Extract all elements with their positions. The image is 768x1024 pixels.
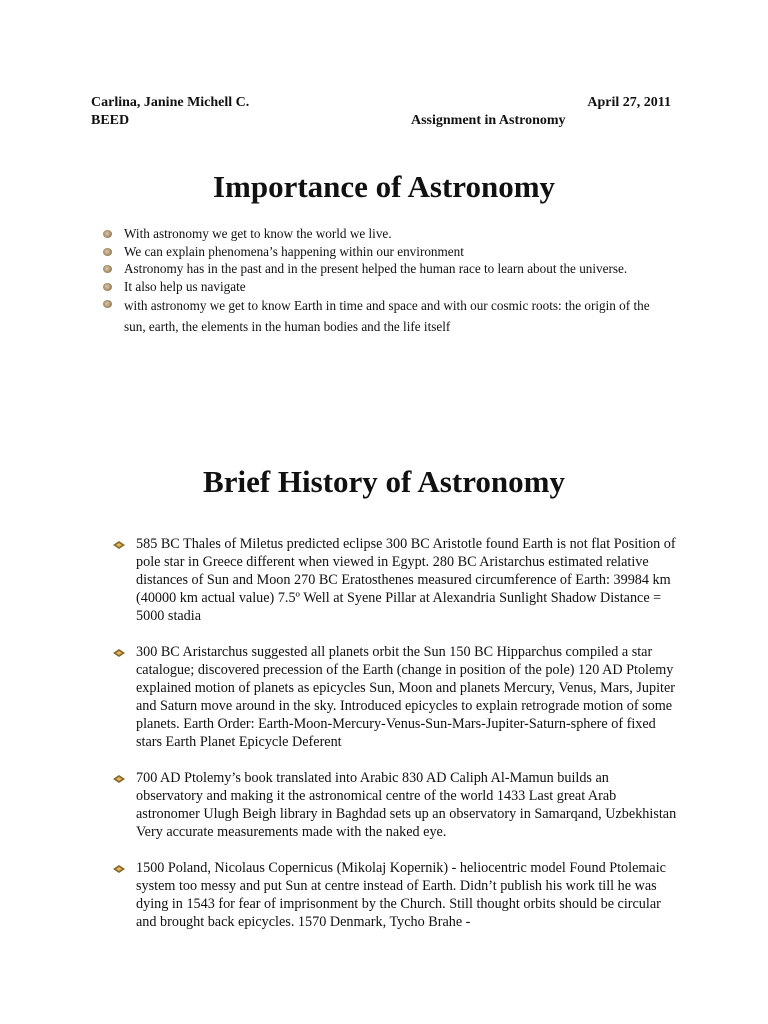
diamond-bullet-icon — [113, 865, 125, 873]
list-item — [100, 295, 660, 337]
diamond-bullet-icon — [113, 775, 125, 783]
bullet-icon — [103, 283, 112, 291]
bullet-icon — [103, 265, 112, 273]
assignment-title: Assignment in Astronomy — [411, 113, 566, 128]
list-item — [112, 769, 678, 841]
history-list — [112, 535, 678, 949]
list-item — [100, 260, 660, 278]
list-item-text: With astronomy we get to know the world we live. — [124, 226, 392, 241]
list-item — [112, 643, 678, 751]
list-item-text: 1500 Poland, Nicolaus Copernicus (Mikolaj Kopernik) - heliocentric model Found Ptolemaic system too messy and put Sun at centre instead of Earth. Didn’t publish his work till he was dying in 1543 for fear of imprisonment by the Church. Still thought orbits should be circular and brought back epicycles. 1570 Denmark, Tycho Brahe - — [136, 860, 666, 930]
student-name: Carlina, Janine Michell C. — [91, 95, 250, 110]
list-item-text: 300 BC Aristarchus suggested all planets orbit the Sun 150 BC Hipparchus compiled a star catalogue; discovered precession of the Earth (change in position of the pole) 120 AD Ptolemy explained motion of planets as epicycles Sun, Moon and planets Mercury, Venus, Mars, Jupiter and Saturn move around in the sky. Introduced epicycles to explain retrograde motion of some planets. Earth Order: Earth-Moon-Mercury-Venus-Sun-Mars-Jupiter-Saturn-sphere of fixed stars Earth Planet Epicycle Deferent — [136, 644, 676, 750]
list-item — [100, 243, 660, 261]
list-item-text: 585 BC Thales of Miletus predicted eclipse 300 BC Aristotle found Earth is not flat Position of pole star in Greece different when viewed in Egypt. 280 BC Aristarchus estimated relative distances of Sun and Moon 270 BC Eratosthenes measured circumference of Earth: 39984 km (40000 km actual value) 7.5º Well at Syene Pillar at Alexandria Sunlight Shadow Distance = 5000 stadia — [136, 536, 676, 624]
diamond-bullet-icon — [113, 541, 125, 549]
course-name: BEED — [91, 113, 130, 128]
list-item-text: with astronomy we get to know Earth in time and space and with our cosmic roots: the origin of the sun, earth, the elements in the human bodies and the life itself — [124, 298, 650, 334]
assignment-date: April 27, 2011 — [587, 95, 671, 110]
section-title-history: Brief History of Astronomy — [203, 464, 565, 499]
list-item — [100, 278, 660, 296]
diamond-bullet-icon — [113, 649, 125, 657]
importance-list — [100, 225, 660, 337]
bullet-icon — [103, 230, 112, 238]
list-item-text: 700 AD Ptolemy’s book translated into Arabic 830 AD Caliph Al-Mamun builds an observatory and making it the astronomical centre of the world 1433 Last great Arab astronomer Ulugh Beigh library in Baghdad sets up an observatory in Samarqand, Uzbekhistan Very accurate measurements made with the naked eye. — [136, 770, 677, 840]
list-item — [112, 535, 678, 625]
list-item-text: It also help us navigate — [124, 278, 246, 294]
bullet-icon — [103, 248, 112, 256]
bullet-icon — [103, 300, 112, 308]
list-item-text: Astronomy has in the past and in the present helped the human race to learn about the universe. — [124, 261, 628, 276]
list-item — [112, 859, 678, 931]
section-title-importance: Importance of Astronomy — [212, 169, 556, 204]
list-item-text: We can explain phenomena’s happening within our environment — [124, 243, 464, 259]
list-item — [100, 225, 660, 243]
